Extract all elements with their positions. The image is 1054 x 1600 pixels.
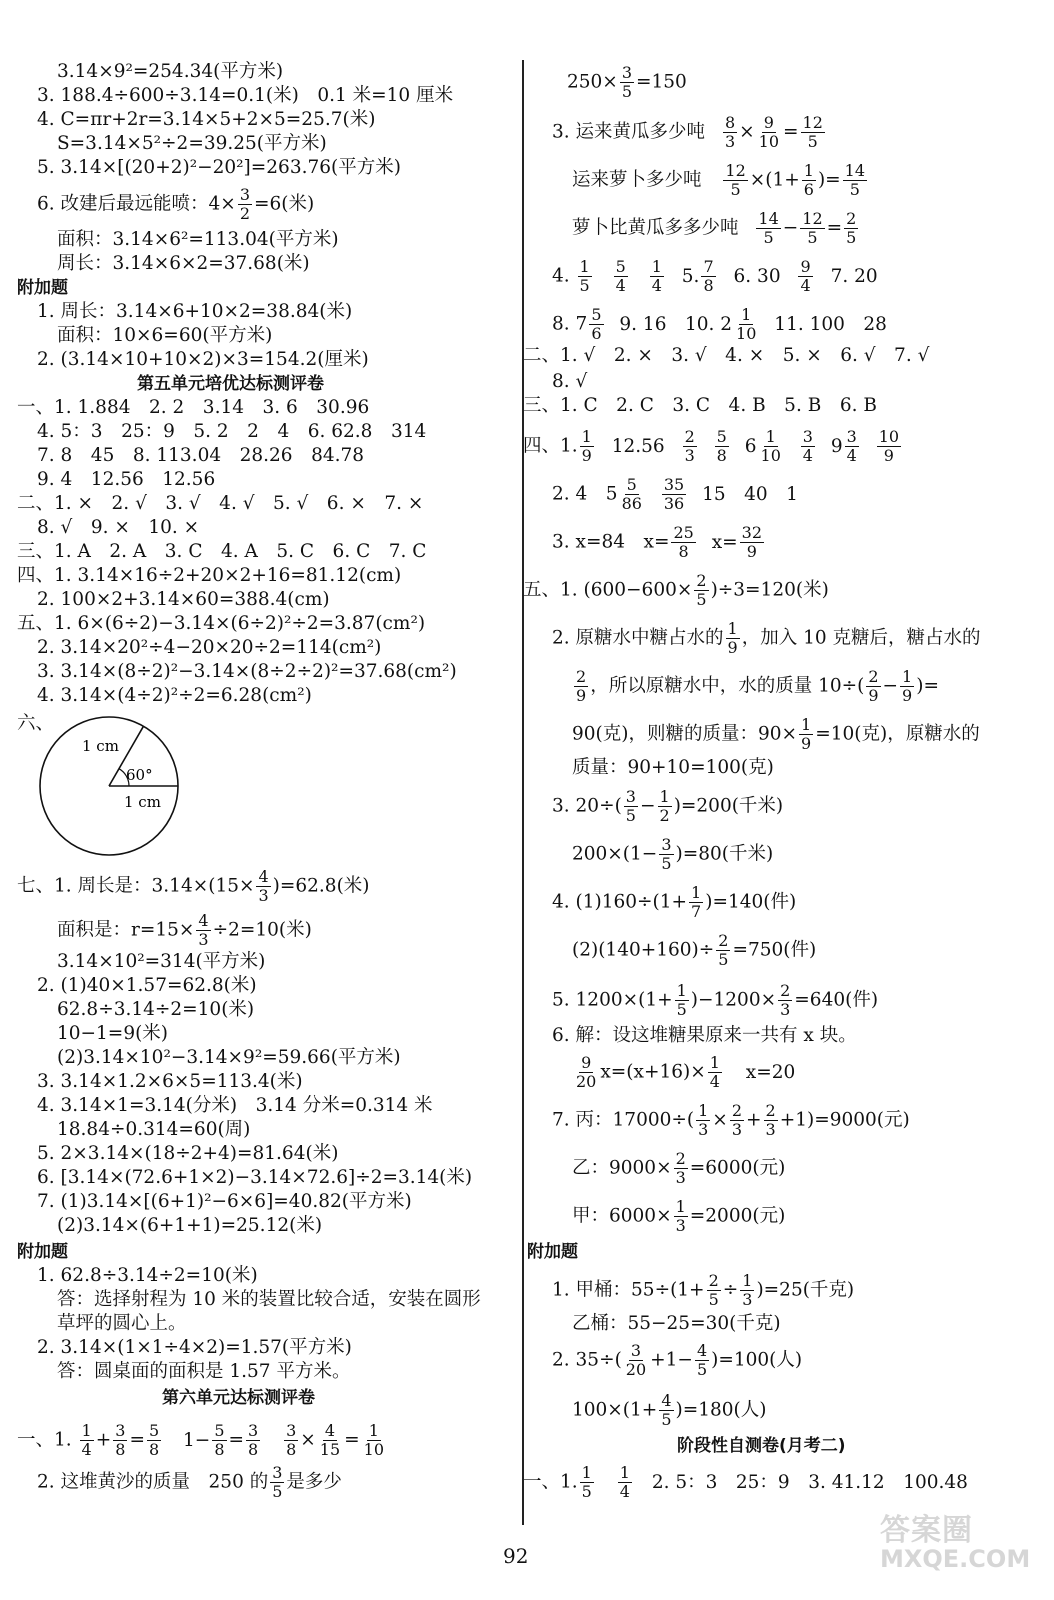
fraction: $\frac{1}{5}$: [676, 981, 687, 1019]
answer-line: 3. 运来黄瓜多少吨 $\frac{8}{3}$ × $\frac{9}{10}$ = $\frac{12}{5}$: [552, 113, 823, 151]
answer-line: 4. 5：3 25：9 5. 2 2 4 6. 62.8 314: [37, 421, 427, 442]
section-heading: 附加题: [17, 278, 68, 298]
answer-line: 2. 100×2+3.14×60=388.4(cm): [37, 589, 330, 610]
answer-line: 3.14×9²=254.34(平方米): [57, 61, 284, 82]
answer-line: S=3.14×5²÷2=39.25(平方米): [57, 133, 327, 154]
answer-line: 答：圆桌面的面积是 1.57 平方米。: [57, 1361, 351, 1382]
answer-line: 2. (1)40×1.57=62.8(米): [37, 975, 257, 996]
unit-title: 第六单元达标测评卷: [162, 1388, 315, 1408]
answer-line: 二、1. √ 2. × 3. √ 4. × 5. × 6. √ 7. √: [523, 345, 930, 366]
fraction: $\frac{1}{7}$: [691, 883, 702, 921]
fraction: $\frac{2}{3}$: [675, 1149, 686, 1187]
answer-line: 90(克)，则糖的质量：90× $\frac{1}{9}$ =10(克)，原糖水的: [572, 715, 980, 753]
fraction: $\frac{1}{5}$: [581, 1463, 592, 1501]
answer-line: 3. 3.14×(8÷2)²−3.14×(8÷2÷2)²=37.68(cm²): [37, 661, 457, 682]
answer-line: 七、1. 周长是：3.14×(15× $\frac{4}{3}$ )=62.8(米): [17, 867, 370, 905]
answer-line: 7. 8 45 8. 113.04 28.26 84.78: [37, 445, 365, 466]
fraction: $\frac{5}{8}$: [716, 427, 727, 465]
answer-line: 周长：3.14×6×2=37.68(米): [57, 253, 310, 274]
answer-line: 乙桶：55−25=30(千克): [572, 1313, 781, 1334]
fraction: $\frac{3}{8}$: [248, 1421, 259, 1459]
answer-line: 2. 原糖水中糖占水的 $\frac{1}{9}$ ，加入 10 克糖后，糖占水的: [552, 619, 981, 657]
answer-line: 200×(1− $\frac{3}{5}$ )=80(千米): [572, 835, 774, 873]
fraction: $\frac{1}{10}$: [363, 1421, 385, 1459]
answer-line: 一、1. $\frac{1}{4}$ + $\frac{3}{8}$ = $\frac{5}{8}$ 1− $\frac{5}{8}$ = $\frac{3}{8}$ $\frac{3}{8}$ × $\frac{4}{15}$ = $\frac{1}{10}$: [17, 1421, 385, 1459]
answer-line: 质量：90+10=100(克): [572, 757, 774, 778]
fraction: $\frac{5}{4}$: [615, 257, 626, 295]
fraction: $\frac{5}{86}$: [621, 475, 642, 513]
fraction: $\frac{2}{5}$: [696, 571, 707, 609]
fraction: $\frac{1}{5}$: [579, 257, 590, 295]
fraction: $\frac{35}{36}$: [663, 475, 685, 513]
fraction: $\frac{25}{8}$: [673, 523, 694, 561]
fraction: $\frac{3}{8}$: [115, 1421, 126, 1459]
answer-line: 4. $\frac{1}{5}$ $\frac{5}{4}$ $\frac{1}{4}$ 5. $\frac{7}{8}$ 6. 30 $\frac{9}{4}$ 7. 20: [552, 257, 878, 295]
fraction: $\frac{2}{5}$: [846, 209, 857, 247]
answer-line: 4. (1)160÷(1+ $\frac{1}{7}$ )=140(件): [552, 883, 797, 921]
answer-line: $\frac{9}{20}$ x=(x+16)× $\frac{1}{4}$ x=20: [576, 1053, 796, 1091]
answer-line: (2)3.14×10²−3.14×9²=59.66(平方米): [57, 1047, 401, 1068]
fraction: $\frac{7}{8}$: [703, 257, 714, 295]
fraction: $\frac{2}{5}$: [708, 1271, 719, 1309]
watermark-site: MXQE.COM: [880, 1545, 1031, 1573]
fraction: $\frac{3}{5}$: [621, 63, 632, 101]
answer-line: 一、1. $\frac{1}{5}$ $\frac{1}{4}$ 2. 5：3 25：9 3. 41.12 100.48: [523, 1463, 968, 1501]
fraction: $\frac{9}{4}$: [800, 257, 811, 295]
fraction: $\frac{14}{5}$: [758, 209, 779, 247]
answer-line: 一、1. 1.884 2. 2 3.14 3. 6 30.96: [17, 397, 370, 418]
answer-line: 1. 甲桶：55÷(1+ $\frac{2}{5}$ ÷ $\frac{1}{3}$ )=25(千克): [552, 1271, 855, 1309]
answer-line: 答：选择射程为 10 米的装置比较合适，安装在圆形: [57, 1289, 481, 1310]
fraction: $\frac{1}{9}$: [801, 715, 812, 753]
fraction: $\frac{12}{5}$: [725, 161, 746, 199]
fraction: $\frac{3}{2}$: [239, 185, 250, 223]
fraction: $\frac{2}{9}$: [868, 667, 879, 705]
radius-label-top: 1 cm: [82, 737, 119, 755]
fraction: $\frac{2}{3}$: [765, 1101, 776, 1139]
fraction: $\frac{1}{9}$: [902, 667, 913, 705]
fraction: $\frac{1}{10}$: [760, 427, 781, 465]
fraction: $\frac{3}{4}$: [846, 427, 857, 465]
section-heading: 附加题: [527, 1242, 578, 1262]
answer-line: 5. 1200×(1+ $\frac{1}{5}$ )−1200× $\frac{2}{3}$ =640(件): [552, 981, 879, 1019]
fraction: $\frac{9}{10}$: [758, 113, 779, 151]
column-divider: [522, 60, 524, 1525]
answer-line: 4. C=πr+2r=3.14×5+2×5=25.7(米): [37, 109, 376, 130]
answer-line: 二、1. × 2. √ 3. √ 4. √ 5. √ 6. × 7. ×: [17, 493, 424, 514]
answer-line: 面积：10×6=60(平方米): [57, 325, 273, 346]
unit-title: 阶段性自测卷(月考二): [677, 1436, 846, 1456]
fraction: $\frac{8}{3}$: [724, 113, 736, 151]
fraction: $\frac{3}{4}$: [802, 427, 813, 465]
fraction: $\frac{1}{9}$: [581, 427, 592, 465]
answer-line: 6. 改建后最远能喷：4× $\frac{3}{2}$ =6(米): [37, 185, 315, 223]
answer-line: 3. x=84 x= $\frac{25}{8}$ x= $\frac{32}{9}$: [552, 523, 762, 561]
fraction: $\frac{12}{5}$: [802, 113, 823, 151]
fraction: $\frac{2}{3}$: [731, 1101, 742, 1139]
fraction: $\frac{3}{20}$: [625, 1341, 647, 1379]
fraction: $\frac{1}{4}$: [619, 1463, 630, 1501]
answer-line: 8. 7 $\frac{5}{6}$ 9. 16 10. 2 $\frac{1}{10}$ 11. 100 28: [552, 305, 887, 343]
answer-line: 五、1. 6×(6÷2)−3.14×(6÷2)²÷2=3.87(cm²): [17, 613, 426, 634]
answer-line: 4. 3.14×(4÷2)²÷2=6.28(cm²): [37, 685, 312, 706]
answer-line: 六、: [17, 713, 55, 734]
fraction: $\frac{2}{5}$: [718, 931, 729, 969]
unit-title: 第五单元培优达标测评卷: [137, 374, 324, 394]
fraction: $\frac{1}{3}$: [742, 1271, 753, 1309]
answer-line: (2)(140+160)÷ $\frac{2}{5}$ =750(件): [572, 931, 817, 969]
answer-line: 7. 丙：17000÷( $\frac{1}{3}$ × $\frac{2}{3}$ + $\frac{2}{3}$ +1)=9000(元): [552, 1101, 910, 1139]
radius-label-bottom: 1 cm: [124, 793, 161, 811]
fraction: $\frac{32}{9}$: [741, 523, 762, 561]
fraction: $\frac{12}{5}$: [802, 209, 823, 247]
answer-line: 2. 3.14×(1×1÷4×2)=1.57(平方米): [37, 1337, 352, 1358]
answer-line: 2. 3.14×20²÷4−20×20÷2=114(cm²): [37, 637, 382, 658]
answer-line: 6. 解：设这堆糖果原来一共有 x 块。: [552, 1025, 857, 1046]
answer-line: 2. 4 5 $\frac{5}{86}$ $\frac{35}{36}$ 15 40 1: [552, 475, 798, 513]
fraction: $\frac{4}{5}$: [696, 1341, 708, 1379]
fraction: $\frac{3}{5}$: [661, 835, 672, 873]
answer-line: $\frac{2}{9}$ ，所以原糖水中，水的质量 10÷( $\frac{2}{9}$ − $\frac{1}{9}$ )=: [576, 667, 939, 705]
fraction: $\frac{5}{6}$: [591, 305, 602, 343]
section-heading: 附加题: [17, 1242, 68, 1262]
fraction: $\frac{10}{9}$: [878, 427, 900, 465]
answer-line: 面积：3.14×6²=113.04(平方米): [57, 229, 339, 250]
answer-line: (2)3.14×(6+1+1)=25.12(米): [57, 1215, 323, 1236]
fraction: $\frac{4}{3}$: [258, 867, 269, 905]
answer-line: 3. 3.14×1.2×6×5=113.4(米): [37, 1071, 303, 1092]
answer-line: 甲：6000× $\frac{1}{3}$ =2000(元): [572, 1197, 786, 1235]
answer-line: 3. 188.4÷600÷3.14=0.1(米) 0.1 米=10 厘米: [37, 85, 454, 106]
answer-line: 面积是：r=15× $\frac{4}{3}$ ÷2=10(米): [57, 911, 312, 949]
fraction: $\frac{1}{2}$: [659, 787, 670, 825]
answer-line: 萝卜比黄瓜多多少吨 $\frac{14}{5}$ − $\frac{12}{5}$ = $\frac{2}{5}$: [572, 209, 857, 247]
fraction: $\frac{1}{3}$: [698, 1101, 709, 1139]
fraction: $\frac{4}{15}$: [319, 1421, 341, 1459]
fraction: $\frac{9}{20}$: [576, 1053, 597, 1091]
fraction: $\frac{1}{6}$: [803, 161, 814, 199]
answer-line: 2. (3.14×10+10×2)×3=154.2(厘米): [37, 349, 369, 370]
watermark-logo: 答案圈: [880, 1513, 973, 1548]
fraction: $\frac{5}{8}$: [148, 1421, 160, 1459]
fraction: $\frac{14}{5}$: [844, 161, 866, 199]
fraction: $\frac{4}{5}$: [661, 1391, 672, 1429]
fraction: $\frac{5}{8}$: [214, 1421, 225, 1459]
answer-line: 5. 3.14×[(20+2)²−20²]=263.76(平方米): [37, 157, 401, 178]
fraction: $\frac{2}{3}$: [684, 427, 695, 465]
answer-line: 100×(1+ $\frac{4}{5}$ )=180(人): [572, 1391, 767, 1429]
answer-line: 18.84÷0.314=60(周): [57, 1119, 251, 1140]
answer-line: 四、1. $\frac{1}{9}$ 12.56 $\frac{2}{3}$ $\frac{5}{8}$ 6 $\frac{1}{10}$ $\frac{3}{4}$ 9 $\frac{3}{4}$ $\frac{10}{9}$: [523, 427, 900, 465]
fraction: $\frac{2}{3}$: [780, 981, 791, 1019]
answer-line: 2. 这堆黄沙的质量 250 的 $\frac{3}{5}$ 是多少: [37, 1463, 342, 1501]
fraction: $\frac{2}{9}$: [576, 667, 587, 705]
answer-line: 1. 62.8÷3.14÷2=10(米): [37, 1265, 258, 1286]
fraction: $\frac{3}{8}$: [286, 1421, 297, 1459]
answer-line: 5. 2×3.14×(18÷2+4)=81.64(米): [37, 1143, 339, 1164]
answer-line: 250× $\frac{3}{5}$ =150: [567, 63, 687, 101]
answer-line: 8. √ 9. × 10. ×: [37, 517, 200, 538]
answer-line: 7. (1)3.14×[(6+1)²−6×6]=40.82(平方米): [37, 1191, 412, 1212]
answer-line: 三、1. C 2. C 3. C 4. B 5. B 6. B: [523, 395, 877, 416]
answer-line: 运来萝卜多少吨 $\frac{12}{5}$ ×(1+ $\frac{1}{6}$ )= $\frac{14}{5}$: [572, 161, 866, 199]
answer-line: 8. √: [552, 371, 588, 392]
answer-line: 乙：9000× $\frac{2}{3}$ =6000(元): [572, 1149, 786, 1187]
answer-line: 3.14×10²=314(平方米): [57, 951, 266, 972]
answer-line: 五、1. (600−600× $\frac{2}{5}$ )÷3=120(米): [523, 571, 829, 609]
fraction: $\frac{1}{9}$: [727, 619, 738, 657]
fraction: $\frac{1}{4}$: [651, 257, 662, 295]
answer-line: 3. 20÷( $\frac{3}{5}$ − $\frac{1}{2}$ )=200(千米): [552, 787, 784, 825]
fraction: $\frac{3}{5}$: [272, 1463, 283, 1501]
fraction: $\frac{1}{4}$: [81, 1421, 92, 1459]
fraction: $\frac{3}{5}$: [625, 787, 636, 825]
answer-line: 9. 4 12.56 12.56: [37, 469, 216, 490]
page-number: 92: [503, 1544, 529, 1568]
circle-sector-figure: [38, 715, 180, 857]
fraction: $\frac{1}{10}$: [736, 305, 757, 343]
fraction: $\frac{1}{4}$: [709, 1053, 720, 1091]
answer-line: 四、1. 3.14×16÷2+20×2+16=81.12(cm): [17, 565, 402, 586]
fraction: $\frac{4}{3}$: [198, 911, 209, 949]
angle-label: 60°: [126, 766, 153, 784]
answer-line: 6. [3.14×(72.6+1×2)−3.14×72.6]÷2=3.14(米): [37, 1167, 473, 1188]
answer-line: 4. 3.14×1=3.14(分米) 3.14 分米=0.314 米: [37, 1095, 433, 1116]
answer-line: 1. 周长：3.14×6+10×2=38.84(米): [37, 301, 353, 322]
fraction: $\frac{1}{3}$: [675, 1197, 686, 1235]
answer-line: 62.8÷3.14÷2=10(米): [57, 999, 255, 1020]
answer-line: 10−1=9(米): [57, 1023, 169, 1044]
answer-line: 草坪的圆心上。: [57, 1313, 187, 1334]
answer-line: 三、1. A 2. A 3. C 4. A 5. C 6. C 7. C: [17, 541, 427, 562]
answer-line: 2. 35÷( $\frac{3}{20}$ +1− $\frac{4}{5}$ )=100(人): [552, 1341, 803, 1379]
